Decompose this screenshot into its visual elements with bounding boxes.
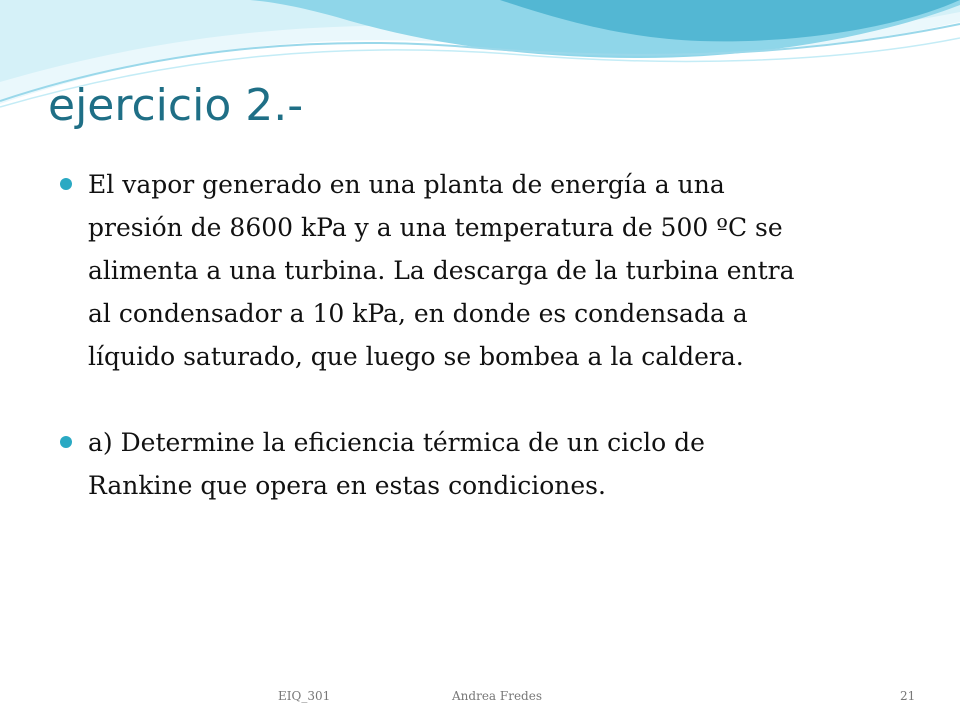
footer-author: Andrea Fredes xyxy=(452,689,542,703)
bullet-line: al condensador a 10 kPa, en donde es condensada a xyxy=(88,299,748,328)
slide-title: ejercicio 2.- xyxy=(48,80,304,131)
bullet-line: alimenta a una turbina. La descarga de la turbina entra xyxy=(88,256,795,285)
bullet-item-problem-statement xyxy=(60,163,920,378)
bullet-line: presión de 8600 kPa y a una temperatura de 500 ºC se xyxy=(88,213,783,242)
bullet-line: líquido saturado, que luego se bombea a la caldera. xyxy=(88,342,744,371)
bullet-list xyxy=(60,163,920,507)
bullet-item-question-a xyxy=(60,421,920,507)
footer-course: EIQ_301 xyxy=(278,689,331,703)
bullet-line: a) Determine la eficiencia térmica de un ciclo de xyxy=(88,428,705,457)
bullet-dot-icon xyxy=(60,178,72,190)
bullet-dot-icon xyxy=(60,436,72,448)
bullet-line: El vapor generado en una planta de energía a una xyxy=(88,170,725,199)
bullet-line: Rankine que opera en estas condiciones. xyxy=(88,471,606,500)
footer-page-number: 21 xyxy=(900,689,916,703)
